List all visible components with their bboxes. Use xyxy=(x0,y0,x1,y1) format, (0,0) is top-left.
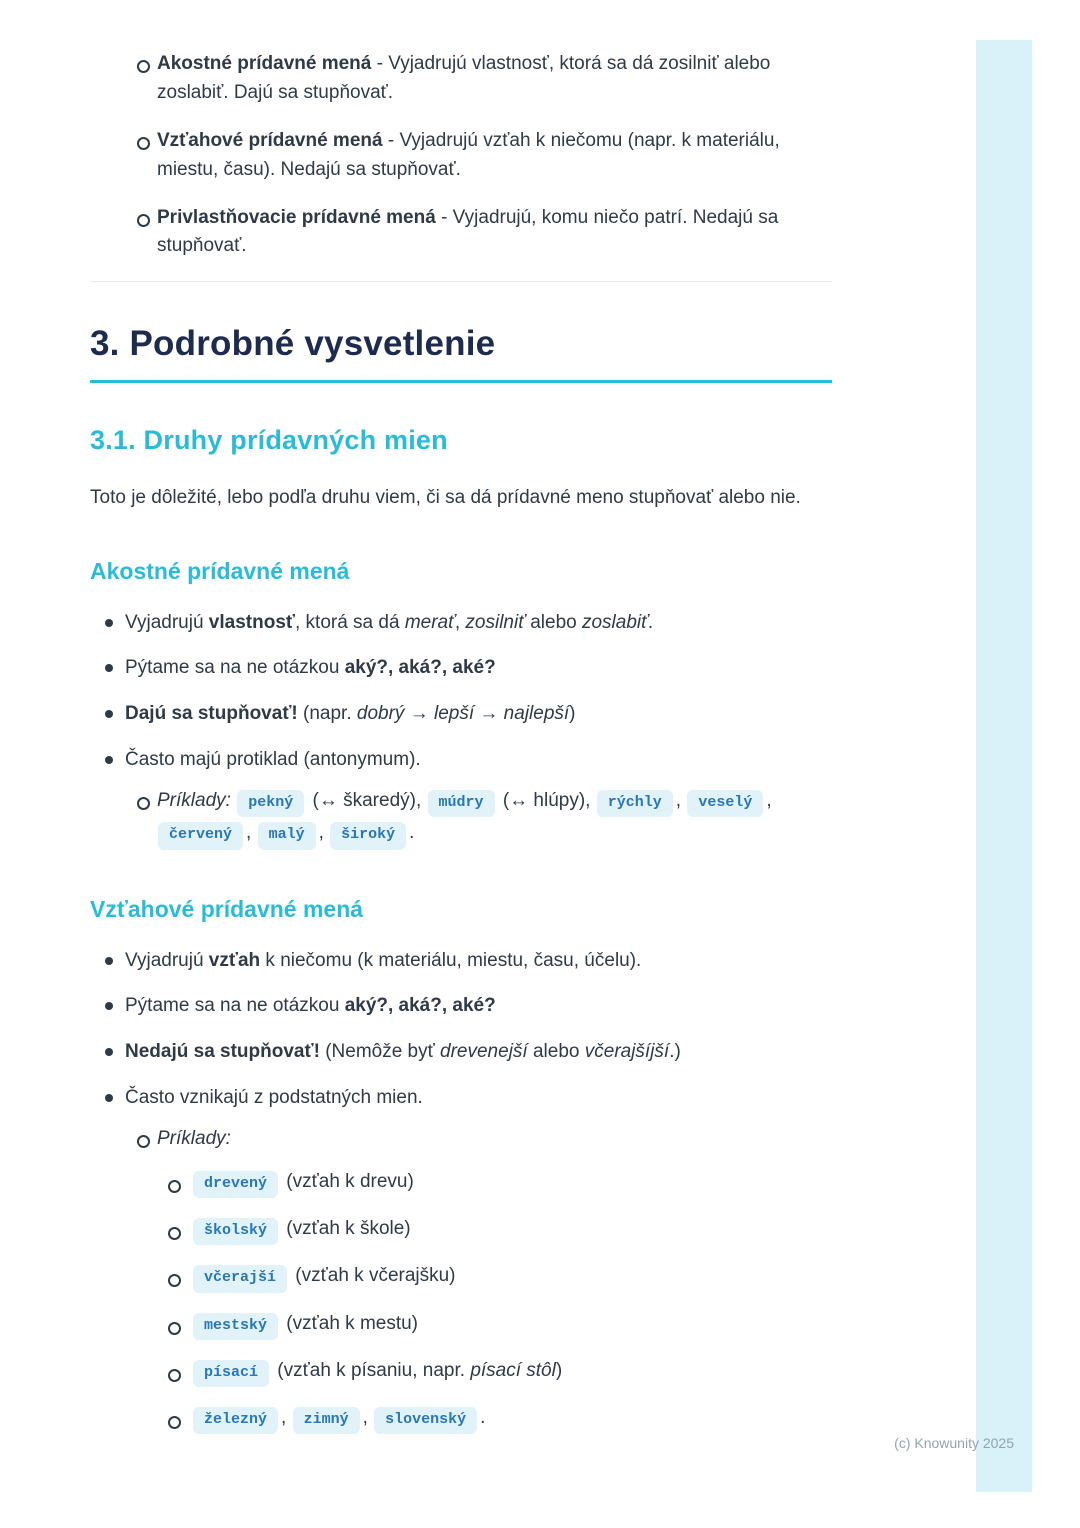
akostne-list xyxy=(103,609,832,852)
list-item xyxy=(103,992,832,1021)
list-item xyxy=(103,609,832,638)
text-run: , ktorá sa dá xyxy=(294,611,405,633)
text-run: , xyxy=(246,822,257,844)
list-item xyxy=(103,1038,832,1067)
adjective-types-summary-list xyxy=(135,50,832,261)
rich-text xyxy=(192,1360,562,1381)
text-run: Vzťahové prídavné mená xyxy=(157,129,383,151)
rich-text xyxy=(125,657,496,678)
section-heading: 3. Podrobné vysvetlenie xyxy=(90,324,832,383)
code-chip: mestský xyxy=(193,1313,278,1340)
code-chip: široký xyxy=(330,822,406,849)
text-run: - Vyjadrujú, komu niečo patrí. Nedajú sa stupňovať. xyxy=(157,206,779,257)
intro-paragraph: Toto je dôležité, lebo podľa druhu viem, či sa dá prídavné meno stupňovať alebo nie. xyxy=(90,487,801,509)
text-run: (↔ škaredý), xyxy=(307,790,427,812)
rich-text xyxy=(157,207,778,257)
text-run: aký?, aká?, aké? xyxy=(344,995,496,1017)
text-run: . xyxy=(480,1407,486,1429)
rich-text xyxy=(192,1407,485,1428)
list-item-examples xyxy=(135,787,832,852)
subsection-heading: 3.1. Druhy prídavných mien xyxy=(90,425,448,456)
text-run: Akostné prídavné mená xyxy=(157,53,372,74)
text-run: (vzťah k škole) xyxy=(281,1218,411,1240)
vztahove-list xyxy=(103,947,832,1437)
code-chip: včerajší xyxy=(193,1265,287,1292)
code-chip: veselý xyxy=(687,790,763,817)
rich-text xyxy=(125,995,496,1016)
rich-text xyxy=(157,1128,231,1149)
list-item xyxy=(103,947,832,976)
text-run: , xyxy=(362,1407,374,1429)
text-run: alebo xyxy=(527,1041,585,1063)
text-run: - Vyjadrujú vzťah k niečomu (napr. k materiálu, miestu, času). Nedajú sa stupňovať. xyxy=(157,129,780,180)
rich-text xyxy=(125,612,653,633)
rich-text xyxy=(125,950,641,971)
rich-text xyxy=(157,53,770,103)
text-run: alebo xyxy=(524,611,582,633)
code-chip: slovenský xyxy=(374,1407,477,1434)
text-run: , xyxy=(318,822,330,844)
list-item-akostne-summary xyxy=(135,50,832,108)
list-item xyxy=(103,746,832,851)
rich-text xyxy=(192,1171,414,1192)
text-run: merať xyxy=(404,611,455,633)
text-run: Privlastňovacie prídavné mená xyxy=(157,206,436,228)
text-run: Vyjadrujú xyxy=(125,949,209,971)
text-run: (Nemôže byť xyxy=(319,1041,441,1063)
text-run: , xyxy=(766,790,772,812)
page-edge-stripe xyxy=(976,40,1032,1492)
code-chip: červený xyxy=(158,822,243,849)
text-run: Príklady: xyxy=(157,1128,231,1150)
code-chip: drevený xyxy=(193,1171,278,1198)
rich-text xyxy=(157,790,772,843)
text-run: ) xyxy=(569,703,576,725)
list-item-privlastnovacie-summary xyxy=(135,204,832,262)
text-run: Často majú protiklad (antonymum). xyxy=(125,749,421,771)
text-run: drevenejší xyxy=(440,1041,528,1063)
text-run: .) xyxy=(669,1041,681,1063)
text-run: Pýtame sa na ne otázkou xyxy=(125,995,345,1017)
code-chip: malý xyxy=(258,822,316,849)
text-run: . xyxy=(409,822,415,844)
text-run: (napr. xyxy=(297,703,357,725)
vztahove-examples-list xyxy=(166,1168,832,1437)
text-run: (vzťah k písaniu, napr. xyxy=(272,1359,471,1381)
vztahove-examples-wrapper xyxy=(135,1125,832,1436)
code-chip: múdry xyxy=(428,790,495,817)
text-run: (vzťah k mestu) xyxy=(281,1312,419,1334)
example-item xyxy=(166,1357,832,1389)
text-run: k niečomu (k materiálu, miestu, času, účelu). xyxy=(260,949,642,971)
list-item xyxy=(103,654,832,683)
code-chip: rýchly xyxy=(597,790,673,817)
list-item-examples-label xyxy=(135,1125,832,1436)
text-run: vlastnosť xyxy=(208,611,295,633)
code-chip: písací xyxy=(193,1360,269,1387)
code-chip: železný xyxy=(193,1407,278,1434)
code-chip: školský xyxy=(193,1218,278,1245)
text-run: , xyxy=(675,790,687,812)
text-run: Nedajú sa stupňovať! xyxy=(125,1041,320,1063)
text-run: aký?, aká?, aké? xyxy=(344,657,496,679)
text-run: . xyxy=(647,611,654,633)
section-divider xyxy=(90,281,832,282)
text-run: zoslabiť xyxy=(581,611,648,633)
text-run: vzťah xyxy=(208,949,261,971)
list-item-vztahove-summary xyxy=(135,127,832,185)
akostne-examples-list xyxy=(135,787,832,852)
text-run: písací stôl xyxy=(470,1359,556,1381)
rich-text xyxy=(192,1265,456,1286)
text-run: (vzťah k včerajšku) xyxy=(290,1265,456,1287)
watermark-credit: (c) Knowunity 2025 xyxy=(894,1435,1014,1451)
text-run: Dajú sa stupňovať! xyxy=(125,703,298,725)
rich-text xyxy=(125,749,421,770)
list-item xyxy=(103,700,832,729)
rich-text xyxy=(192,1218,411,1239)
example-item xyxy=(166,1262,832,1294)
rich-text xyxy=(125,1041,681,1062)
vztahove-heading: Vzťahové prídavné mená xyxy=(90,895,364,922)
list-item xyxy=(103,1084,832,1436)
text-run: , xyxy=(454,611,466,633)
text-run: Pýtame sa na ne otázkou xyxy=(125,657,345,679)
text-run: (vzťah k drevu) xyxy=(281,1170,414,1192)
rich-text xyxy=(125,1087,423,1108)
akostne-heading: Akostné prídavné mená xyxy=(90,557,350,584)
text-run: zosilniť xyxy=(465,611,525,633)
rich-text xyxy=(157,130,780,180)
text-run: (↔ hlúpy), xyxy=(497,790,596,812)
code-chip: pekný xyxy=(237,790,304,817)
example-item xyxy=(166,1215,832,1247)
text-run: Často vznikajú z podstatných mien. xyxy=(125,1087,423,1109)
rich-text xyxy=(192,1313,418,1334)
text-run: , xyxy=(281,1407,292,1429)
text-run: dobrý → lepší → najlepší xyxy=(356,703,570,725)
rich-text xyxy=(125,703,576,724)
example-item xyxy=(166,1404,832,1436)
example-item xyxy=(166,1310,832,1342)
code-chip: zimný xyxy=(293,1407,360,1434)
text-run: Vyjadrujú xyxy=(125,611,209,633)
text-run: včerajšíjší xyxy=(584,1041,670,1063)
text-run: - Vyjadrujú vlastnosť, ktorá sa dá zosilniť alebo zoslabiť. Dajú sa stupňovať. xyxy=(157,53,771,103)
text-run: ) xyxy=(555,1359,563,1381)
example-item xyxy=(166,1168,832,1200)
text-run: Príklady: xyxy=(157,790,237,812)
page-content xyxy=(90,50,832,1453)
